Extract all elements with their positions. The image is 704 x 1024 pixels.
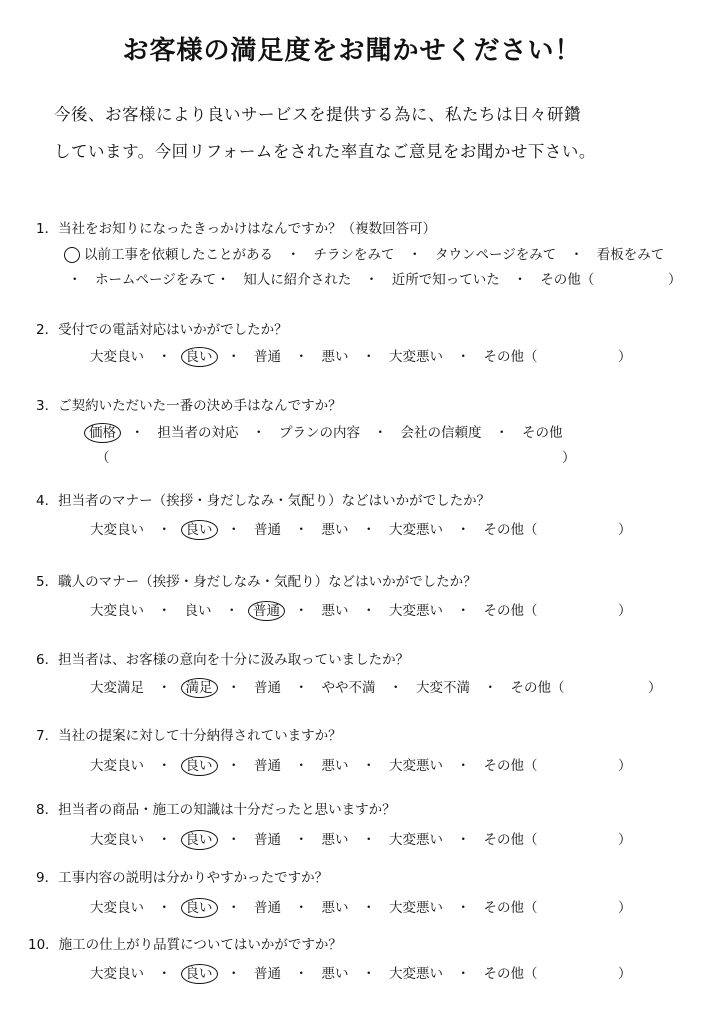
q3-other-close: ） bbox=[562, 450, 576, 466]
q2-option-3[interactable]: 普通 bbox=[254, 349, 281, 365]
q9-other-close: ） bbox=[618, 900, 632, 916]
q7-option-5[interactable]: 大変悪い bbox=[389, 758, 443, 774]
q2-option-1[interactable]: 大変良い bbox=[90, 349, 144, 365]
q6-option-5[interactable]: 大変不満 bbox=[416, 680, 470, 696]
q7-options: 大変良い ・ 良い ・ 普通 ・ 悪い ・ 大変悪い ・ その他（ bbox=[90, 758, 538, 774]
question-7: 7．当社の提案に対して十分納得されていますか？ bbox=[36, 728, 342, 744]
q8-option-5[interactable]: 大変悪い bbox=[389, 832, 443, 848]
q5-options: 大変良い ・ 良い ・ 普通 ・ 悪い ・ 大変悪い ・ その他（ bbox=[90, 603, 538, 619]
q4-option-5[interactable]: 大変悪い bbox=[389, 522, 443, 538]
q8-options: 大変良い ・ 良い ・ 普通 ・ 悪い ・ 大変悪い ・ その他（ bbox=[90, 832, 538, 848]
q3-options bbox=[88, 421, 563, 443]
q6-options: 大変満足 ・ 満足 ・ 普通 ・ やや不満 ・ 大変不満 ・ その他（ bbox=[90, 680, 565, 696]
q6-option-6[interactable]: その他（ bbox=[510, 680, 565, 696]
q8-option-2-selected[interactable]: 良い bbox=[181, 830, 218, 850]
q9-option-5[interactable]: 大変悪い bbox=[389, 900, 443, 916]
q1-options-row-2[interactable]: ・ ホームページをみて・ 知人に紹介された ・ 近所で知っていた ・ その他（ bbox=[68, 272, 595, 288]
q4-options: 大変良い ・ 良い ・ 普通 ・ 悪い ・ 大変悪い ・ その他（ bbox=[90, 522, 538, 538]
q5-option-5[interactable]: 大変悪い bbox=[389, 603, 443, 619]
q7-option-1[interactable]: 大変良い bbox=[90, 758, 144, 774]
page-title: お客様の満足度をお聞かせください！ bbox=[122, 36, 582, 66]
q6-other-close: ） bbox=[648, 680, 662, 696]
q5-option-1[interactable]: 大変良い bbox=[90, 603, 144, 619]
q10-other-close: ） bbox=[618, 966, 632, 982]
q4-option-2-selected[interactable]: 良い bbox=[181, 520, 218, 540]
q6-option-4[interactable]: やや不満 bbox=[321, 680, 376, 696]
question-9: 9．工事内容の説明は分かりやすかったですか？ bbox=[36, 870, 329, 886]
q5-option-4[interactable]: 悪い bbox=[321, 603, 349, 619]
q9-option-2-selected[interactable]: 良い bbox=[181, 898, 218, 918]
q5-option-2[interactable]: 良い bbox=[184, 603, 212, 619]
q1-options-row-1 bbox=[64, 243, 664, 263]
q2-option-4[interactable]: 悪い bbox=[321, 349, 349, 365]
q4-option-3[interactable]: 普通 bbox=[254, 522, 281, 538]
q4-option-6[interactable]: その他（ bbox=[483, 522, 538, 538]
q6-option-1[interactable]: 大変満足 bbox=[90, 680, 144, 696]
q9-option-3[interactable]: 普通 bbox=[254, 900, 281, 916]
q4-other-close: ） bbox=[618, 522, 632, 538]
q5-option-6[interactable]: その他（ bbox=[483, 603, 538, 619]
q10-option-4[interactable]: 悪い bbox=[321, 966, 349, 982]
q7-option-2-selected[interactable]: 良い bbox=[181, 756, 218, 776]
q2-option-5[interactable]: 大変悪い bbox=[389, 349, 443, 365]
q7-option-4[interactable]: 悪い bbox=[321, 758, 349, 774]
q9-options: 大変良い ・ 良い ・ 普通 ・ 悪い ・ 大変悪い ・ その他（ bbox=[90, 900, 538, 916]
question-8: 8．担当者の商品・施工の知識は十分だったと思いますか？ bbox=[36, 802, 396, 818]
q4-option-4[interactable]: 悪い bbox=[321, 522, 349, 538]
q2-other-close: ） bbox=[618, 349, 632, 365]
intro-line-1: 今後、お客様により良いサービスを提供する為に、私たちは日々研鑽 bbox=[54, 105, 581, 124]
question-10: 10．施工の仕上がり品質についてはいかがですか？ bbox=[28, 937, 342, 953]
q10-option-2-selected[interactable]: 良い bbox=[181, 964, 218, 984]
q7-option-6[interactable]: その他（ bbox=[483, 758, 538, 774]
q10-options: 大変良い ・ 良い ・ 普通 ・ 悪い ・ 大変悪い ・ その他（ bbox=[90, 966, 538, 982]
q10-option-1[interactable]: 大変良い bbox=[90, 966, 144, 982]
question-4: 4．担当者のマナー（挨拶・身だしなみ・気配り）などはいかがでしたか？ bbox=[36, 493, 491, 509]
question-6: 6．担当者は、お客様の意向を十分に汲み取っていましたか？ bbox=[36, 652, 410, 668]
q9-option-6[interactable]: その他（ bbox=[483, 900, 538, 916]
question-2: 2．受付での電話対応はいかがでしたか？ bbox=[36, 322, 288, 338]
q7-option-3[interactable]: 普通 bbox=[254, 758, 281, 774]
intro-line-2: しています。今回リフォームをされた率直なご意見をお聞かせ下さい。 bbox=[54, 142, 596, 161]
q2-option-2-selected[interactable]: 良い bbox=[181, 347, 218, 367]
q8-option-3[interactable]: 普通 bbox=[254, 832, 281, 848]
q8-option-6[interactable]: その他（ bbox=[483, 832, 538, 848]
q6-option-3[interactable]: 普通 bbox=[254, 680, 281, 696]
q4-option-1[interactable]: 大変良い bbox=[90, 522, 144, 538]
q3-option-1-selected[interactable]: 価格 bbox=[84, 423, 121, 443]
q1-row1-text[interactable]: 以前工事を依頼したことがある ・ チラシをみて ・ タウンページをみて ・ 看板をみて bbox=[84, 247, 665, 263]
q9-option-4[interactable]: 悪い bbox=[321, 900, 349, 916]
q3-options-rest[interactable]: ・ 担当者の対応 ・ プランの内容 ・ 会社の信頼度 ・ その他 bbox=[130, 425, 563, 441]
q8-other-close: ） bbox=[618, 832, 632, 848]
q2-option-6[interactable]: その他（ bbox=[483, 349, 538, 365]
q1-other-close: ） bbox=[668, 272, 682, 288]
q5-option-3-selected[interactable]: 普通 bbox=[248, 601, 285, 621]
checked-mark-icon[interactable] bbox=[64, 247, 80, 263]
q2-options: 大変良い ・ 良い ・ 普通 ・ 悪い ・ 大変悪い ・ その他（ bbox=[90, 349, 538, 365]
question-1: 1．当社をお知りになったきっかけはなんですか？（複数回答可） bbox=[36, 221, 437, 237]
intro-text bbox=[54, 96, 674, 170]
q3-other-open: （ bbox=[96, 450, 110, 466]
q6-option-2-selected[interactable]: 満足 bbox=[181, 678, 218, 698]
q10-option-6[interactable]: その他（ bbox=[483, 966, 538, 982]
q7-other-close: ） bbox=[618, 758, 632, 774]
q9-option-1[interactable]: 大変良い bbox=[90, 900, 144, 916]
q8-option-1[interactable]: 大変良い bbox=[90, 832, 144, 848]
q8-option-4[interactable]: 悪い bbox=[321, 832, 349, 848]
q10-option-3[interactable]: 普通 bbox=[254, 966, 281, 982]
question-5: 5．職人のマナー（挨拶・身だしなみ・気配り）などはいかがでしたか？ bbox=[36, 574, 477, 590]
q5-other-close: ） bbox=[618, 603, 632, 619]
question-3: 3．ご契約いただいた一番の決め手はなんですか？ bbox=[36, 398, 342, 414]
q10-option-5[interactable]: 大変悪い bbox=[389, 966, 443, 982]
